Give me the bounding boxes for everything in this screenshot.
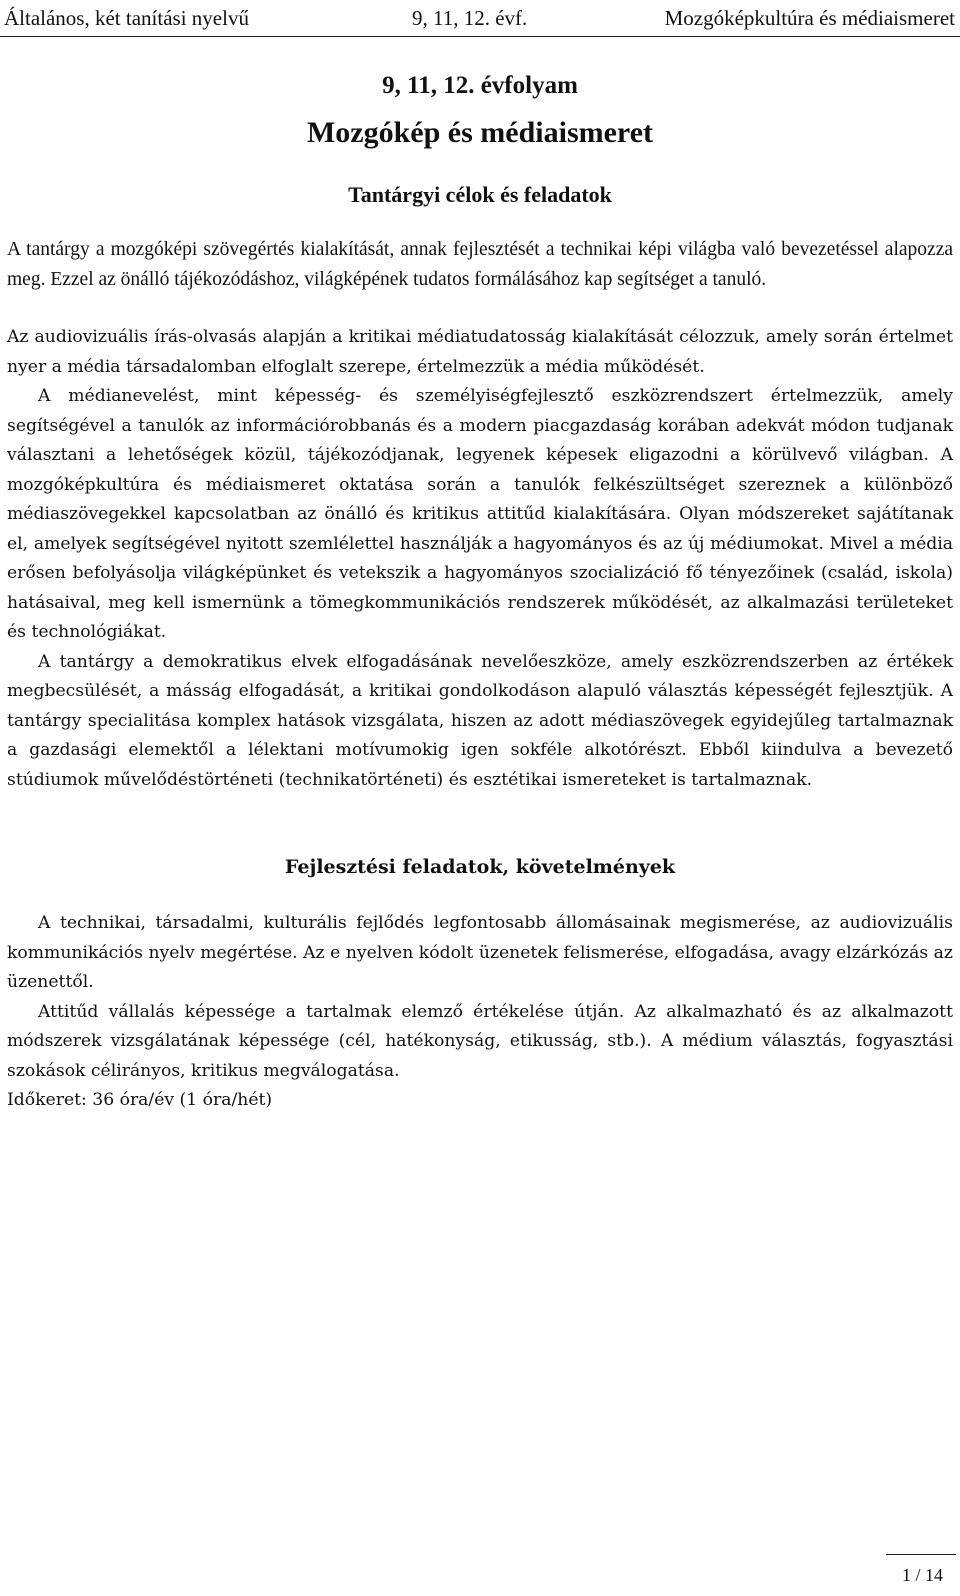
timeframe-line: Időkeret: 36 óra/év (1 óra/hét) <box>7 1090 273 1110</box>
subject-title: Mozgókép és médiaismeret <box>306 116 654 149</box>
paragraph-attitude: Attitűd vállalás képessége a tartalmak elemző értékelése útján. Az alkalmazható és az alkalmazott módszerek vizsgálatának képessége (cél, hatékonyság, etikusság, stb.). A médium választás, fogyasztási szokások célirányos, kritikus megválogatása. <box>7 1001 953 1081</box>
paragraph-media-education: A médianevelést, mint képesség- és személyiségfejlesztő eszközrendszert értelmezzük, amely segítségével a tanulók az információrobbanás és a modern piacgazdaság korában adekvát módon tudjanak választani a lehetőségek közül, tájékozódjanak, legyenek képesek eligazodni a körülvevő világban. A mozgóképkultúra és médiaismeret oktatása során a tanulók felkészültséget szereznek a különböző médiaszövegekkel kapcsolatban az önálló és kritikus attitűd kialakítására. Olyan módszereket sajátítanak el, amelyek segítségével nyitott szemlélettel használják a hagyományos és az új médiumokat. Mivel a média erősen befolyásolja világképünket és vetekszik a hagyományos szocializáció fő tényezőinek (család, iskola) hatásaival, meg kell ismernünk a tömegkommunikációs rendszerek működését, az alkalmazási területeket és technológiákat. <box>7 386 953 642</box>
paragraph-media-literacy: Az audiovizuális írás-olvasás alapján a kritikai médiatudatosság kialakítását célozzuk, amely során értelmet nyer a média társadalomban elfoglalt szerepe, értelmezzük a média működését. <box>7 327 953 377</box>
page-number: 1 / 14 <box>901 1565 943 1585</box>
paragraph-democratic-values: A tantárgy a demokratikus elvek elfogadásának nevelőeszköze, amely eszközrendszerben az értékek megbecsülését, a másság elfogadását, a kritikai gondolkodáson alapuló választás képességét fejlesztjük. A tantárgy specialitása komplex hatások vizsgálata, hiszen az adott médiaszövegek egyidejűleg tartalmaznak a gazdasági elemektől a lélektani motívumokig igen sokféle alkotórészt. Ebből kiindulva a bevezető stúdiumok művelődéstörténeti (technikatörténeti) és esztétikai ismereteket is tartalmaznak. <box>7 651 953 790</box>
header-school-type: Általános, két tanítási nyelvű <box>4 6 249 30</box>
header-grades: 9, 11, 12. évf. <box>412 6 528 30</box>
section-title-development: Fejlesztési feladatok, követelmények <box>284 856 676 878</box>
intro-paragraph: A tantárgy a mozgóképi szövegértés kialakítását, annak fejlesztését a technikai képi világba való bevezetéssel alapozza meg. Ezzel az önálló tájékozódáshoz, világképének tudatos formálásához kap segítséget a tanuló. <box>7 239 953 290</box>
goals-body <box>7 323 953 795</box>
development-body <box>7 909 953 1116</box>
grade-title: 9, 11, 12. évfolyam <box>382 72 578 99</box>
page-header <box>0 0 960 37</box>
section-title-goals: Tantárgyi célok és feladatok <box>348 182 612 207</box>
footer-divider <box>886 1554 956 1555</box>
header-subject: Mozgóképkultúra és médiaismeret <box>664 6 955 30</box>
paragraph-technical-development: A technikai, társadalmi, kulturális fejlődés legfontosabb állomásainak megismerése, az audiovizuális kommunikációs nyelv megértése. Az e nyelven kódolt üzenetek felismerése, elfogadása, avagy elzárkózás az üzenettől. <box>7 913 953 992</box>
